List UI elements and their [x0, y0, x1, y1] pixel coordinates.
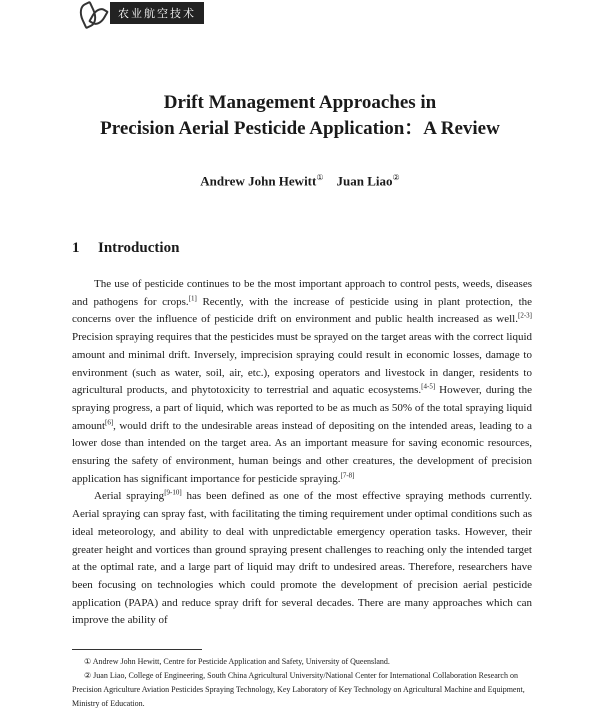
citation: [2-3]: [518, 311, 532, 320]
author-1-mark: ①: [316, 173, 324, 182]
author-1: Andrew John Hewitt: [200, 173, 317, 189]
paragraph-2: [72, 488, 532, 630]
text-run: , would drift to the undesirable areas instead of depositing on the intended areas, leading to a lower dose than intended on the target area. As an important measure for saving economic resources, ensuring the safety of environment, human beings and other creatures, the development of precision application has significant importance for pesticide spraying.: [72, 419, 532, 485]
citation: [9-10]: [164, 488, 182, 497]
citation: [4-5]: [421, 382, 436, 391]
title-line-2: Precision Aerial Pesticide Application：A Review: [100, 118, 500, 139]
text-run: The use of pesticide continues to be the most important approach to control pests, weeds, diseases and pathogens for crops.: [72, 278, 532, 308]
text-run: has been defined as one of the most effective spraying methods currently. Aerial spraying can spray fast, with facilitating the timing requirement under optimal conditions such as ideal meteorology, and ability to deal with unpredictable emergency operation tasks. However, their greater height and vortices than ground spraying present challenges to reaching only the intended target at the optimal rate, and a large part of liquid may drift to undesired areas. Therefore, researchers have been focusing on technologies which could promote the development of precision aerial pesticide application (PAPA) and reduce spray drift for several decades. There are many approaches which can improve the ability of: [72, 490, 532, 627]
footnote-1: ① Andrew John Hewitt, Centre for Pesticide Application and Safety, University of Queensland.: [84, 657, 390, 666]
journal-tag: 农业航空技术: [110, 2, 204, 24]
section-number: 1: [72, 240, 80, 256]
citation: [6]: [105, 417, 114, 426]
author-2: Juan Liao: [336, 173, 393, 189]
paragraph-1: [72, 276, 532, 488]
text-run: Aerial spraying: [94, 490, 165, 503]
journal-header: [72, 0, 204, 26]
citation: [1]: [188, 294, 197, 303]
citation: [7-8]: [340, 471, 355, 480]
author-line: [0, 173, 600, 189]
footnote-divider: [72, 649, 202, 650]
section-heading: [72, 240, 179, 257]
article-title: [0, 90, 600, 142]
author-2-mark: ②: [392, 173, 400, 182]
text-run: However, during the spraying progress, a part of liquid, which was reported to be as much as 50% of the total spraying liquid amount: [72, 384, 532, 432]
section-title: Introduction: [98, 240, 180, 256]
title-line-1: Drift Management Approaches in: [163, 92, 437, 113]
footnote-2: ② Juan Liao, College of Engineering, South China Agricultural University/National Center for International Collaboration Research on Precision Agriculture Aviation Pesticides Spraying Technology, Key Laboratory of Key Technology on Agricultural Machine and Equipment, Ministry of Education.: [72, 671, 525, 708]
journal-logo-icon: [72, 0, 108, 26]
body-text: [72, 276, 532, 630]
text-run: Recently, with the increase of pesticide using in plant protection, the concerns over the influence of pesticide drift on environment and public health increased as well.: [72, 295, 533, 326]
footnotes: [72, 655, 532, 711]
text-run: Precision spraying requires that the pesticides must be sprayed on the target areas with the correct liquid amount and minimal drift. Inversely, imprecision spraying could result in economic losses, damage to environment (such as water, soil, air, etc.), exposing operators and livestock in danger, residents to agricultural products, and phytotoxicity to terrestrial and aquatic ecosystems.: [72, 331, 532, 397]
